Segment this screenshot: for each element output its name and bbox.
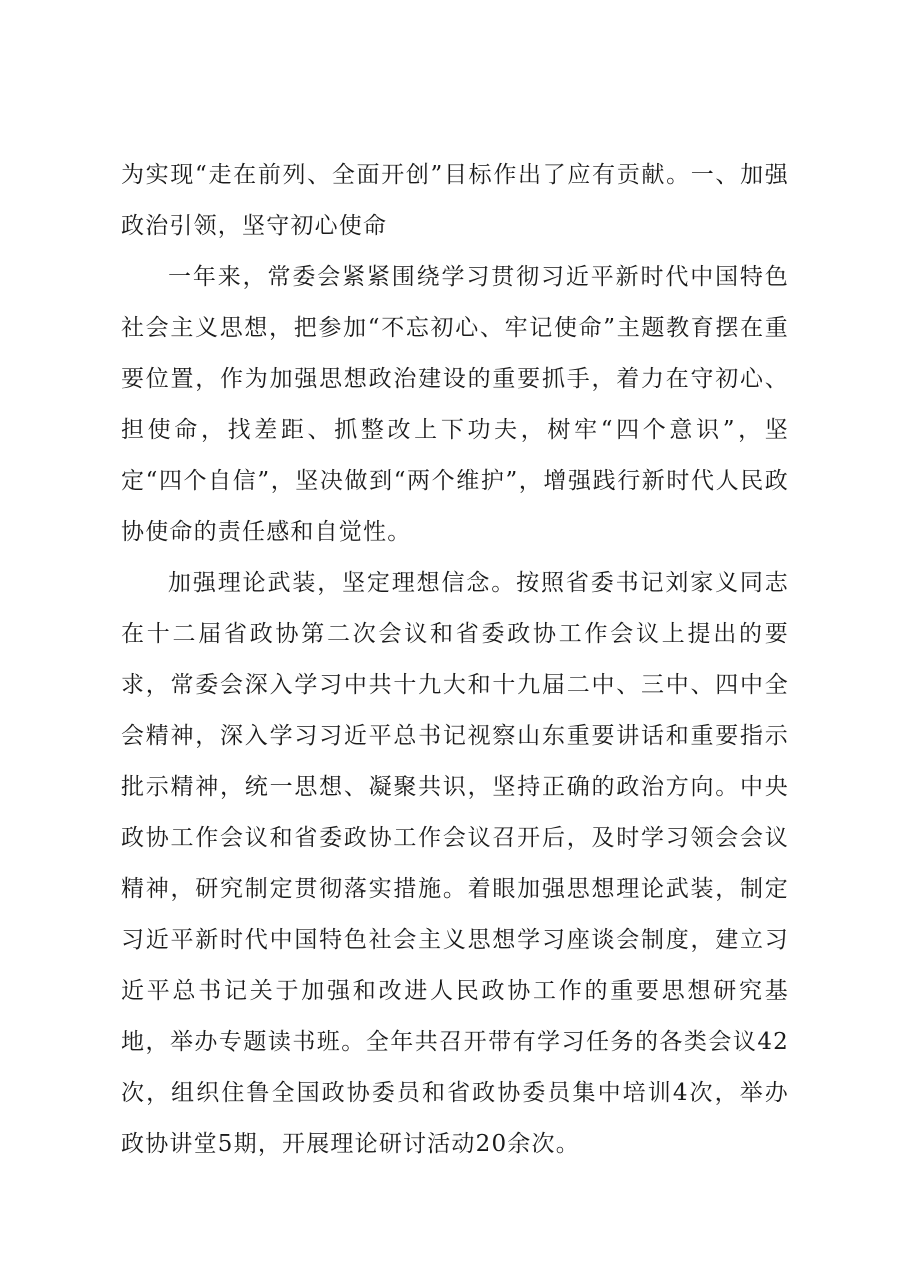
paragraph-political-guidance: 一年来，常委会紧紧围绕学习贯彻习近平新时代中国特色社会主义思想，把参加“不忘初心、牢记使命”主题教育摆在重要位置，作为加强思想政治建设的重要抓手，着力在守初心、担使命，找差距、抓整改上下功夫，树牢“四个意识”，坚定“四个自信”，坚决做到“两个维护”，增强践行新时代人民政协使命的责任感和自觉性。 — [121, 264, 789, 545]
paragraph-intro: 为实现“走在前列、全面开创”目标作出了应有贡献。一、加强政治引领，坚守初心使命 — [121, 162, 789, 239]
document-body — [121, 150, 789, 1170]
paragraph-theory-study: 加强理论武装，坚定理想信念。按照省委书记刘家义同志在十二届省政协第二次会议和省委政协工作会议上提出的要求，常委会深入学习中共十九大和十九届二中、三中、四中全会精神，深入学习习近平总书记视察山东重要讲话和重要指示批示精神，统一思想、凝聚共识，坚持正确的政治方向。中央政协工作会议和省委政协工作会议召开后，及时学习领会会议精神，研究制定贯彻落实措施。着眼加强思想理论武装，制定习近平新时代中国特色社会主义思想学习座谈会制度，建立习近平总书记关于加强和改进人民政协工作的重要思想研究基地，举办专题读书班。全年共召开带有学习任务的各类会议42次，组织住鲁全国政协委员和省政协委员集中培训4次，举办政协讲堂5期，开展理论研讨活动20余次。 — [121, 570, 789, 1157]
